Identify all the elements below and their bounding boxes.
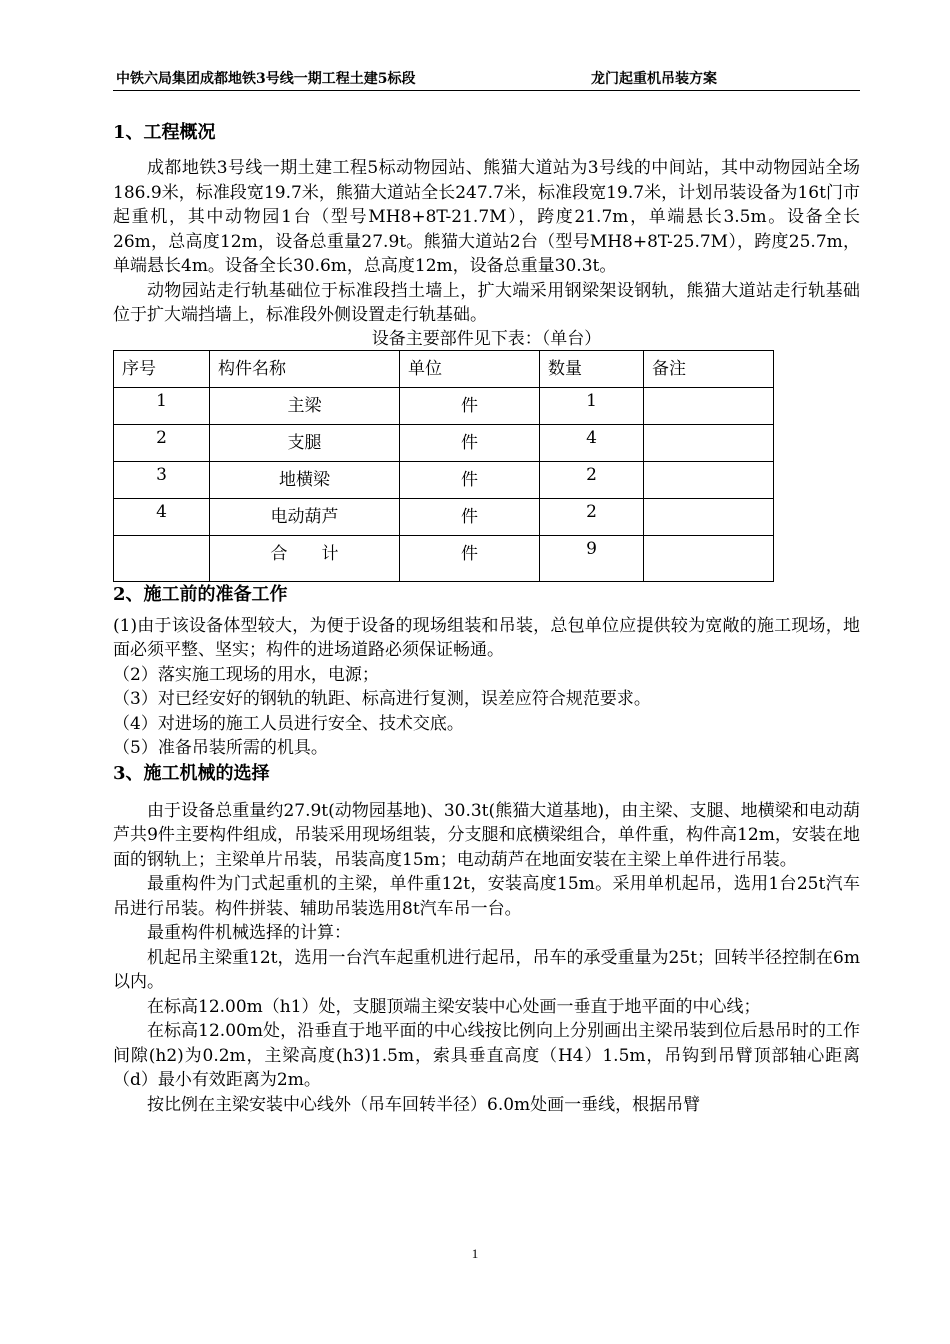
- table-header-cell: 单位: [400, 350, 540, 387]
- table-cell: 件: [400, 424, 540, 461]
- section-2-item-4: （4）对进场的施工人员进行安全、技术交底。: [113, 713, 464, 734]
- section-2-item-2: （2）落实施工现场的用水，电源；: [113, 664, 379, 685]
- table-cell: 地横梁: [210, 461, 400, 498]
- table-header-cell: 构件名称: [210, 350, 400, 387]
- section-3-paragraph-5: 在标高12.00m（h1）处，支腿顶端主梁安装中心处画一垂直于地平面的中心线；: [147, 996, 761, 1017]
- table-header-row: [114, 350, 774, 387]
- table-cell: 件: [400, 387, 540, 424]
- table-cell: 电动葫芦: [210, 498, 400, 535]
- page-number: 1: [471, 1246, 479, 1261]
- table-cell: 件: [400, 498, 540, 535]
- section-2-item-3: （3）对已经安好的钢轨的轨距、标高进行复测，误差应符合规范要求。: [113, 689, 651, 709]
- section-2-heading: 2、施工前的准备工作: [113, 583, 288, 605]
- table-header-cell: 备注: [644, 350, 774, 387]
- table-cell: 合 计: [210, 535, 400, 581]
- table-cell: 4: [540, 424, 644, 461]
- table-cell: 2: [540, 498, 644, 535]
- table-cell: 4: [114, 498, 210, 535]
- section-3-paragraph-7: 按比例在主梁安装中心线外（吊车回转半径）6.0m处画一垂线，根据吊臂: [147, 1094, 701, 1115]
- table-cell: 支腿: [210, 424, 400, 461]
- table-cell: 主梁: [210, 387, 400, 424]
- section-3-paragraph-4: 机起吊主梁重12t，选用一台汽车起重机进行起吊，吊车的承受重量为25t；回转半径控制在6m以内。: [113, 947, 860, 992]
- table-cell: [114, 535, 210, 581]
- parts-table: [113, 350, 774, 582]
- section-1-heading: 1、工程概况: [113, 122, 216, 143]
- table-caption: 设备主要部件见下表：（单台）: [371, 328, 602, 349]
- header-project-title: 中铁六局集团成都地铁3号线一期工程土建5标段: [116, 71, 416, 87]
- document-body: [113, 120, 860, 1117]
- table-row: [114, 498, 774, 535]
- table-row: [114, 461, 774, 498]
- table-cell: 2: [540, 461, 644, 498]
- table-cell: [644, 387, 774, 424]
- table-cell: 1: [540, 387, 644, 424]
- section-1-paragraph-2: 动物园站走行轨基础位于标准段挡土墙上，扩大端采用钢梁架设钢轨，熊猫大道站走行轨基础位于扩大端挡墙上，标准段外侧设置走行轨基础。: [113, 280, 860, 325]
- table-cell: [644, 535, 774, 581]
- table-cell: [644, 498, 774, 535]
- table-cell: 1: [114, 387, 210, 424]
- page-header: [113, 66, 860, 91]
- section-3-heading: 3、施工机械的选择: [113, 762, 270, 784]
- section-3-paragraph-1: 由于设备总重量约27.9t(动物园基地)、30.3t(熊猫大道基地)，由主梁、支腿、地横梁和电动葫芦共9件主要构件组成，吊装采用现场组装，分支腿和底横梁组合，单件重，构件高12m，安装在地面的钢轨上；主梁单片吊装，吊装高度15m；电动葫芦在地面安装在主梁上单件进行吊装。: [113, 800, 860, 870]
- table-row: [114, 387, 774, 424]
- header-doc-title: 龙门起重机吊装方案: [591, 71, 717, 87]
- table-cell: 9: [540, 535, 644, 581]
- section-2-item-5: （5）准备吊装所需的机具。: [113, 738, 328, 758]
- table-cell: 件: [400, 461, 540, 498]
- table-header-cell: 序号: [114, 350, 210, 387]
- table-header-cell: 数量: [540, 350, 644, 387]
- section-3-paragraph-2: 最重构件为门式起重机的主梁，单件重12t，安装高度15m。采用单机起吊，选用1台25t汽车吊进行吊装。构件拼装、辅助吊装选用8t汽车吊一台。: [113, 874, 860, 919]
- table-row: [114, 424, 774, 461]
- table-cell: 3: [114, 461, 210, 498]
- table-cell: [644, 461, 774, 498]
- table-cell: 2: [114, 424, 210, 461]
- section-1-paragraph-1: 成都地铁3号线一期土建工程5标动物园站、熊猫大道站为3号线的中间站，其中动物园站全场186.9米，标准段宽19.7米，熊猫大道站全长247.7米，标准段宽19.7米，计划吊装设备为16t门市起重机，其中动物园1台（型号MH8+8T-21.7M），跨度21.7m，单端悬长3.5m。设备全长26m，总高度12m，设备总重量27.9t。熊猫大道站2台（型号MH8+8T-25.7M），跨度25.7m，单端悬长4m。设备全长30.6m，总高度12m，设备总重量30.3t。: [113, 158, 860, 276]
- section-2-item-1: (1)由于该设备体型较大，为便于设备的现场组装和吊装，总包单位应提供较为宽敞的施工现场，地面必须平整、坚实；构件的进场道路必须保证畅通。: [113, 615, 860, 660]
- table-cell: [644, 424, 774, 461]
- section-3-paragraph-3: 最重构件机械选择的计算：: [147, 923, 351, 943]
- table-total-row: [114, 535, 774, 581]
- section-3-paragraph-6: 在标高12.00m处，沿垂直于地平面的中心线按比例向上分别画出主梁吊装到位后悬吊时的工作间隙(h2)为0.2m，主梁高度(h3)1.5m，索具垂直高度（H4）1.5m，吊钩到吊臂顶部轴心距离（d）最小有效距离为2m。: [113, 1021, 860, 1090]
- table-cell: 件: [400, 535, 540, 581]
